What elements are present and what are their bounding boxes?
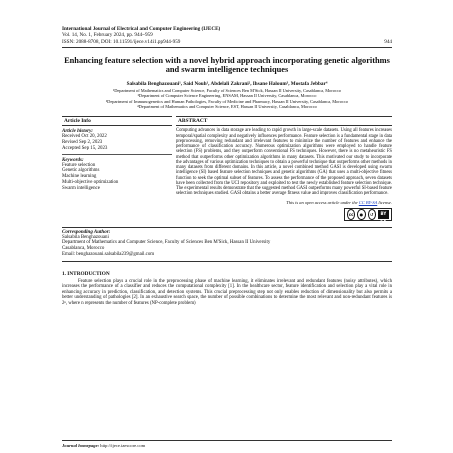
page-footer	[62, 440, 392, 448]
paper-page	[62, 26, 392, 306]
homepage-url[interactable]: http://ijece.iaescore.com	[100, 443, 146, 448]
keyword: Multi-objective optimization	[62, 180, 119, 186]
journal-issn: ISSN: 2088-8708, DOI: 10.11591/ijece.v14i1.pp944-959	[62, 38, 181, 45]
article-info-column	[62, 116, 172, 220]
keywords-list	[62, 163, 172, 192]
received-date: Received Oct 20, 2022	[62, 134, 107, 140]
license-link[interactable]: CC BY-SA	[358, 199, 378, 205]
corresponding-city: Casablanca, Morocco	[62, 246, 105, 252]
corresponding-name: Salsabila Benghazouani	[62, 234, 109, 240]
article-history-heading: Article history:	[62, 129, 93, 135]
author-list: Salsabila Benghazouani¹, Said Nouh¹, Abdelali Zakrani², Ihsane Haloum³, Mostafa Jebbar⁴	[126, 81, 328, 88]
homepage-label: Journal homepage:	[62, 443, 100, 448]
keywords-heading: Keywords:	[62, 157, 84, 163]
revised-date: Revised Sep 2, 2023	[62, 140, 103, 146]
abstract-column	[176, 116, 392, 224]
abstract-text: Computing advances in data storage are leading to rapid growth in large-scale datasets. Using all features increases temporal/spatial complexity and negatively influences performance. Feature selection is a fundamental stage in data preprocessing, removing redundant and irrelevant features to minimize the number of features and enhance the performance of classification accuracy. Numerous optimization algorithms were employed to handle feature selection (FS) problems, and they outperform conventional FS techniques. However, there is no metaheuristic FS method that outperforms other optimization algorithms in many datasets. This motivated our study to incorporate the advantages of various optimization techniques to obtain a powerful technique that outperforms other methods in many datasets from different domains. In this article, a novel combined method GASI is developed using swarm intelligence (SI) based feature selection techniques and genetic algorithms (GA) that uses a multi-objective fitness function to seek the optimal subset of features. To assess the performance of the proposed approach, seven datasets have been collected from the UCI repository and exploited to test the newly established feature selection technique. The experimental results demonstrate that the suggested method GASI outperforms many powerful SI-based feature selection techniques studied. GASI obtains a better average fitness value and improves classification performance.	[176, 128, 392, 197]
affiliation-4: ⁴Department of Mathematics and Computer Science, EST, Hassan II University, Casablanca, Morocco	[137, 103, 317, 109]
page-number: 944	[384, 38, 392, 45]
by-icon: ●	[357, 209, 365, 220]
share-alike-icon: ↺	[368, 209, 376, 220]
journal-volume: Vol. 14, No. 1, February 2024, pp. 944~959	[62, 32, 153, 39]
journal-header	[62, 26, 392, 48]
info-abstract-columns	[62, 116, 392, 224]
corresponding-heading: Corresponding Author:	[62, 229, 111, 235]
info-divider	[62, 154, 172, 155]
affiliations	[62, 88, 392, 109]
license-suffix: license.	[377, 199, 392, 205]
paper-title: Enhancing feature selection with a novel hybrid approach incorporating genetic algorithms and swarm intelligence techniques	[64, 55, 390, 75]
affiliation-3: ³Department of Immunogenetics and Human Pathologies, Faculty of Medicine and Pharmacy, Hassan II University, Casablanca, Morocco	[105, 98, 349, 104]
affiliation-2: ²Department of Computer Science Engineering, ENSAM, Hassan II University, Casablanca, Morocco	[137, 93, 317, 99]
keyword: Swarm intelligence	[62, 185, 100, 191]
keyword: Feature selection	[62, 162, 96, 168]
corresponding-email[interactable]: Email: benghazouani.salsabila239@gmail.com	[62, 251, 155, 257]
cc-license-badge[interactable]	[344, 208, 392, 224]
journal-name: International Journal of Electrical and Computer Engineering (IJECE)	[62, 26, 221, 32]
affiliation-1: ¹Department of Mathematics and Computer Science, Faculty of Sciences Ben M'Sick, Hassan II University, Casablanca, Morocco	[112, 88, 342, 94]
accepted-date: Accepted Sep 15, 2023	[62, 145, 108, 151]
corresponding-author-block	[62, 227, 392, 262]
introduction-text: Feature selection plays a crucial role in the preprocessing phase of machine learning, it eliminates irrelevant and redundant features (noisy attributes), which increases the performance of a classifier and reduces the computational complexity [1]. In the healthcare sector, feature identification and selection play a vital role in enhancing accuracy in prediction, classification, and detection systems. This crucial preprocessing step not only enables reduction of dimensionality but also permits a better understanding of pathologies [2]. In an exhaustive search space, the number of possible combinations to determine the most relevant and non-redundant features is 2ⁿ, where n represents the number of features (NP-complete problem)	[62, 278, 392, 306]
abstract-heading: ABSTRACT	[176, 116, 392, 126]
license-note	[176, 200, 392, 205]
article-info-heading: Article Info	[62, 116, 172, 126]
cc-icon: cc	[347, 209, 355, 220]
keyword: Machine learning	[62, 174, 97, 180]
introduction-heading: 1. INTRODUCTION	[62, 270, 110, 277]
article-history	[62, 134, 172, 151]
by-sa-label: BY SA	[378, 210, 389, 219]
keyword: Genetic algorithms	[62, 168, 100, 174]
header-rule	[62, 47, 392, 48]
corresponding-dept: Department of Mathematics and Computer Science, Faculty of Sciences Ben M'Sick, Hassan II University	[62, 240, 271, 246]
license-prefix: This is an open access article under the	[286, 199, 359, 205]
